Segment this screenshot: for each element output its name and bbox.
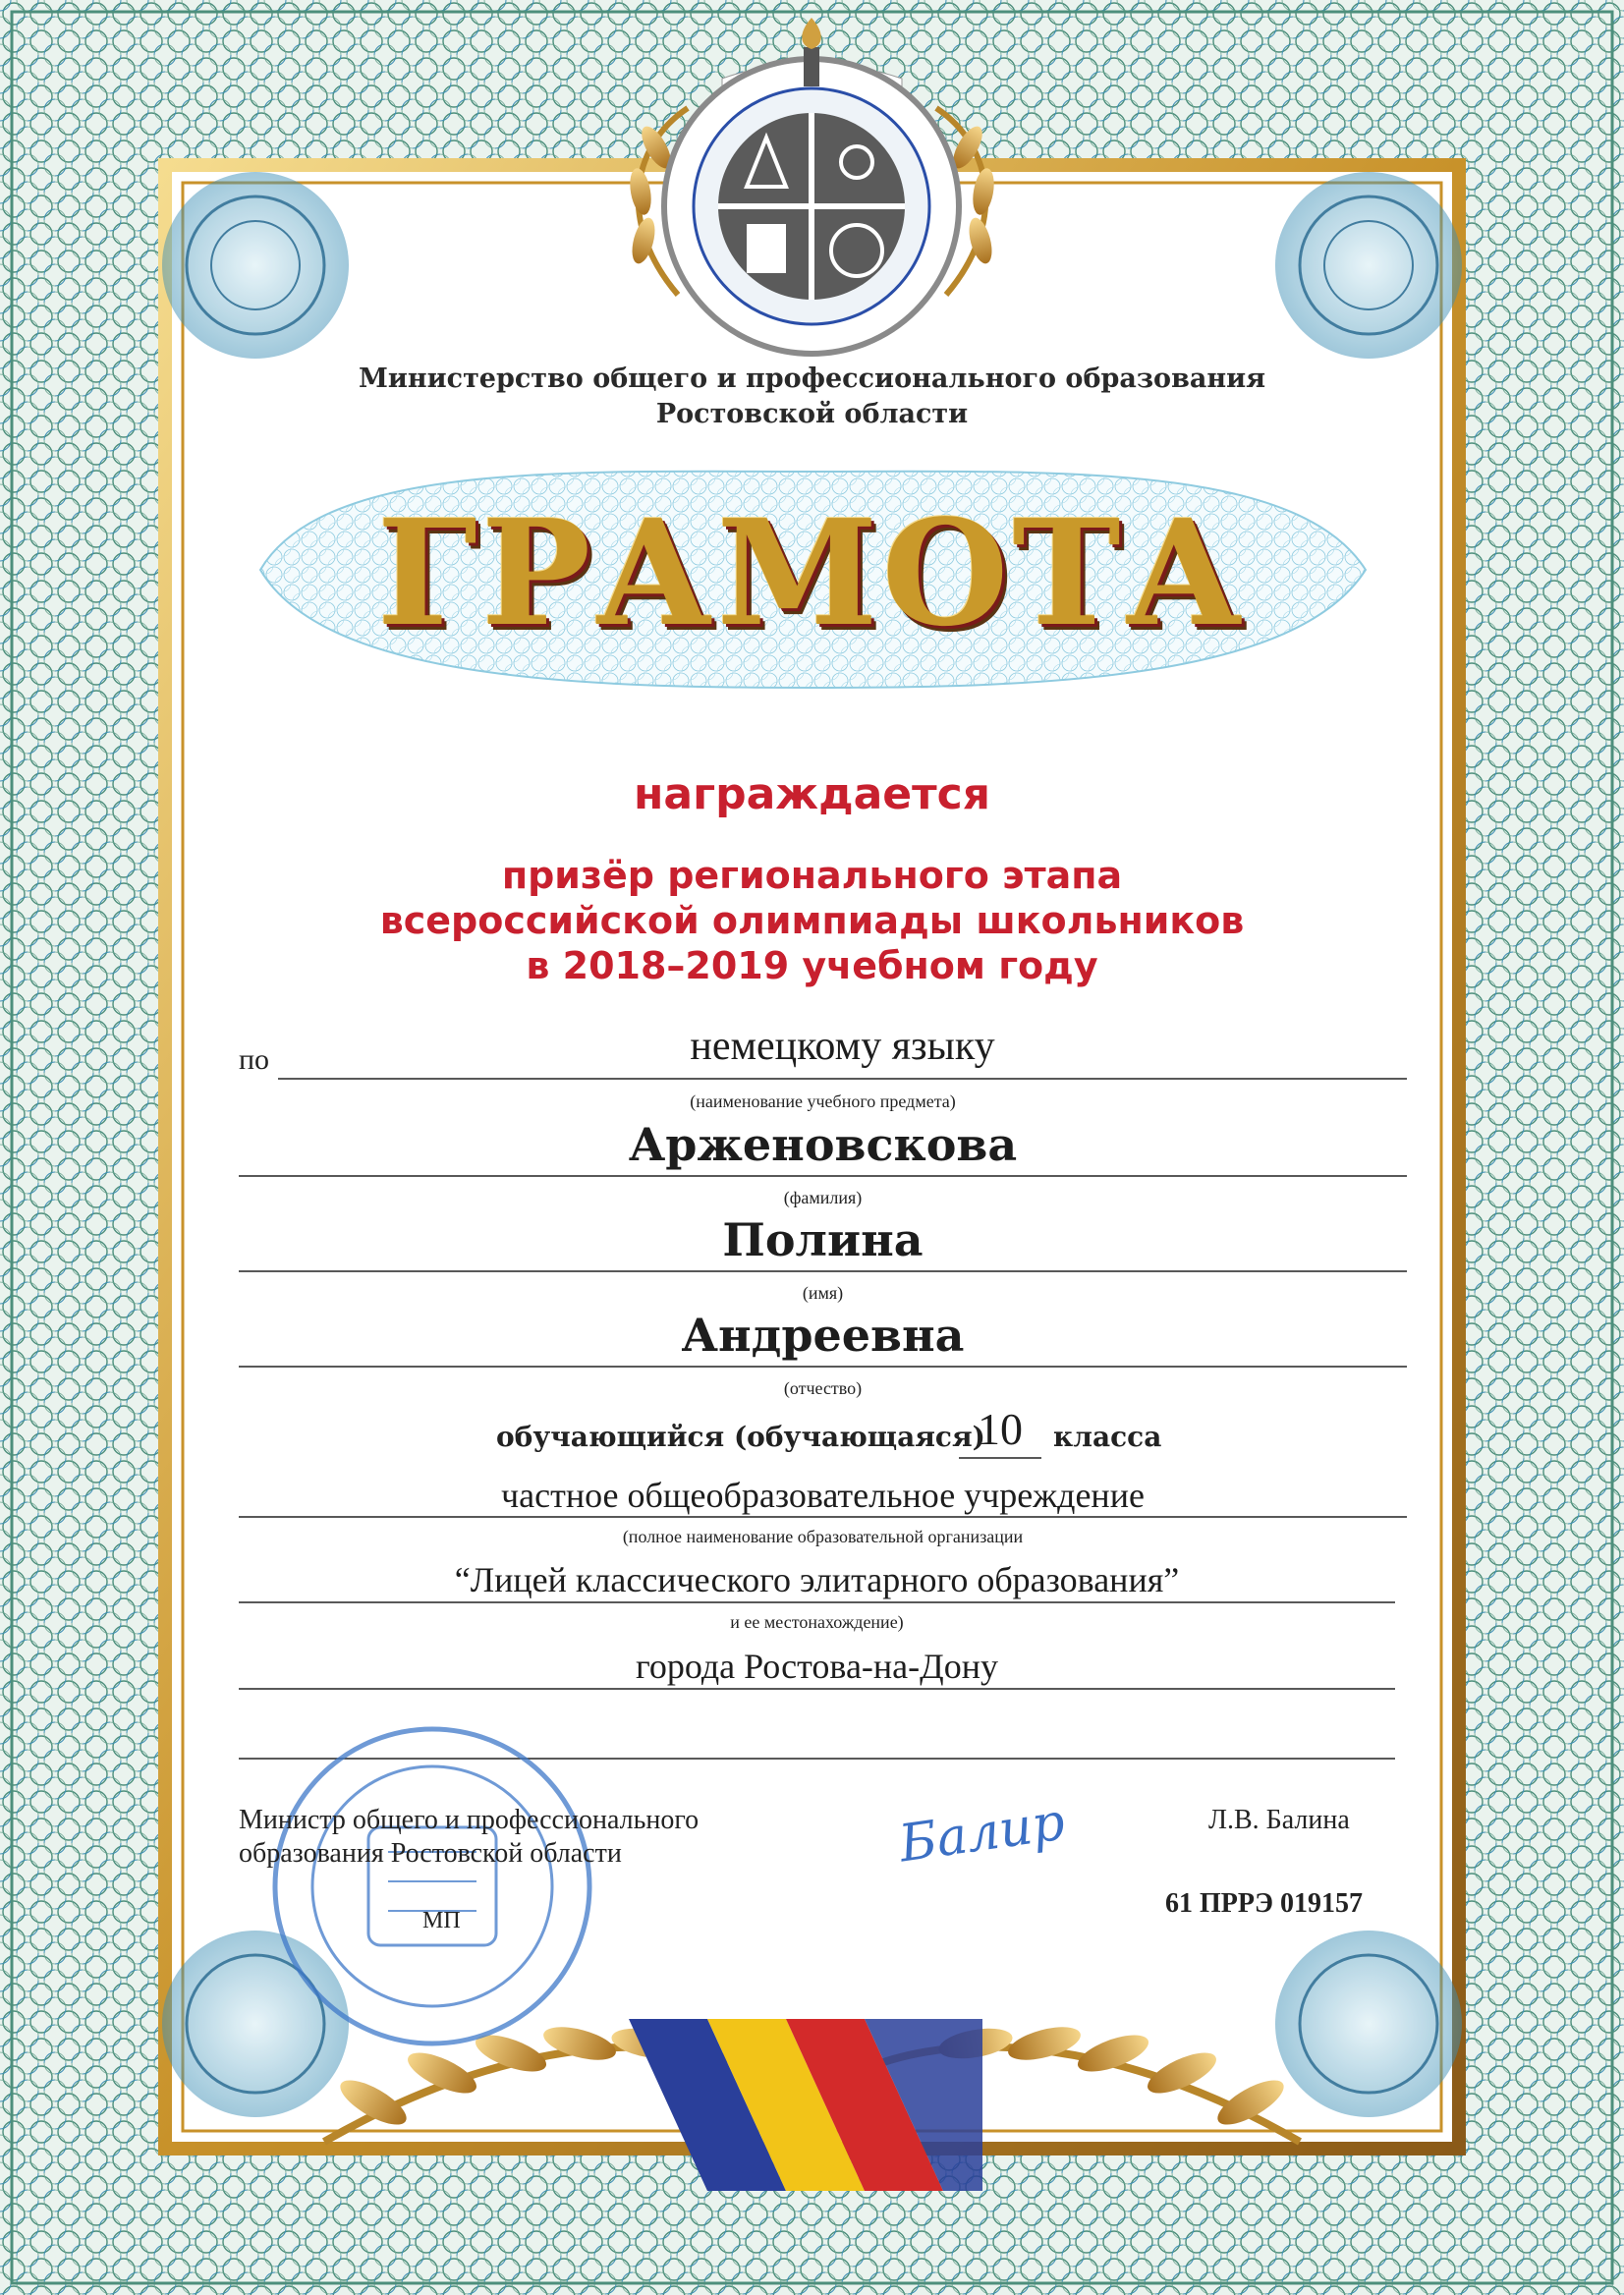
issuer-line-1: Министерство общего и профессионального образования (358, 364, 1266, 394)
award-subtitle (0, 853, 1624, 988)
school-caption-1: (полное наименование образовательной организации (622, 1527, 1024, 1546)
subject-value: немецкому языку (690, 1024, 995, 1069)
school-caption-2: и ее местонахождение) (730, 1612, 904, 1632)
subtitle-line-2: всероссийской олимпиады школьников (379, 899, 1245, 942)
subject-caption: (наименование учебного предмета) (690, 1092, 956, 1111)
first-name-value: Полина (722, 1213, 924, 1266)
school-line-1: частное общеобразовательное учреждение (501, 1476, 1145, 1515)
patronymic-value: Андреевна (681, 1309, 965, 1362)
grade-suffix: класса (1053, 1421, 1162, 1453)
first-name-caption: (имя) (802, 1283, 844, 1303)
school-line-3: города Ростова-на-Дону (636, 1647, 998, 1686)
grade-prefix: обучающийся (обучающаяся) (496, 1421, 985, 1453)
issuer-header (0, 362, 1624, 432)
signature: Балир (895, 1792, 1069, 1875)
subtitle-line-1: призёр регионального этапа (501, 854, 1123, 897)
official-stamp-icon (275, 1729, 589, 2043)
signatory-name: Л.В. Балина (1208, 1805, 1350, 1835)
surname-caption: (фамилия) (783, 1188, 863, 1207)
grade-value: 10 (978, 1404, 1023, 1454)
school-line-2: “Лицей классического элитарного образования” (454, 1560, 1180, 1599)
subtitle-line-3: в 2018–2019 учебном году (526, 944, 1098, 987)
stamp-label: МП (422, 1908, 461, 1933)
issuer-line-2: Ростовской области (655, 399, 969, 429)
subject-prefix: по (239, 1043, 270, 1076)
signatory-title-line-2: образования Ростовской области (239, 1838, 622, 1869)
surname-value: Арженовскова (628, 1118, 1018, 1171)
awarded-label: награждается (634, 769, 990, 819)
patronymic-caption: (отчество) (783, 1378, 863, 1398)
signatory-title (239, 1804, 699, 1871)
serial-number: 61 ПРРЭ 019157 (1165, 1888, 1363, 1919)
certificate-title: ГРАМОТА (376, 487, 1248, 658)
signatory-title-line-1: Министр общего и профессионального (239, 1805, 700, 1835)
